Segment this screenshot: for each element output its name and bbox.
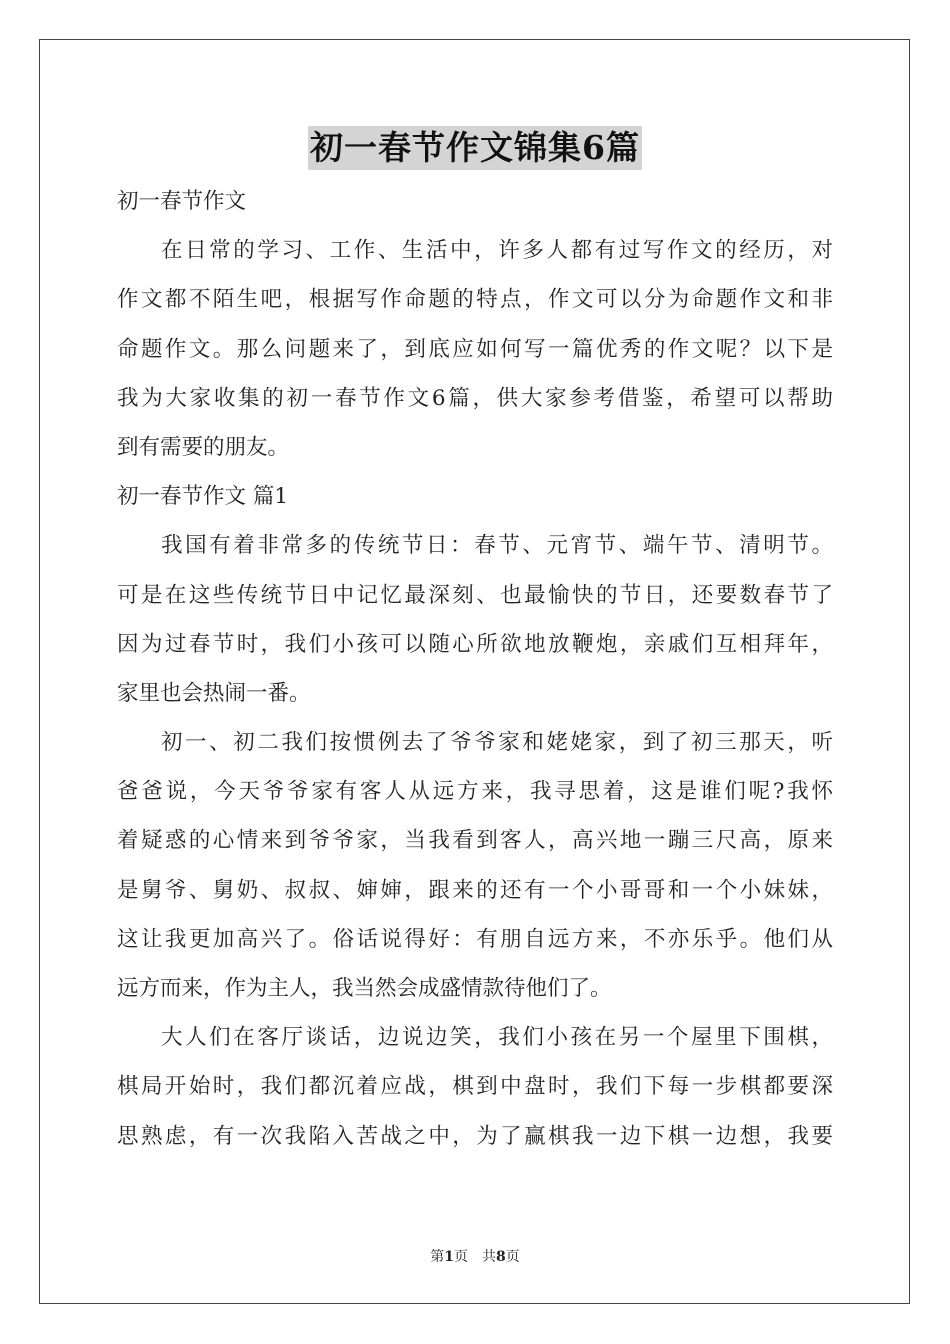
section-heading: 初一春节作文 [117, 189, 247, 214]
paragraph-line: 到有需要的朋友。 [117, 434, 290, 460]
title-container [0, 126, 950, 170]
paragraph-line: 爸爸说，今天爷爷家有客人从远方来，我寻思着，这是谁们呢?我怀 [117, 779, 833, 805]
total-suffix: 页 [505, 1249, 520, 1265]
paragraph-line: 这让我更加高兴了。俗话说得好：有朋自远方来，不亦乐乎。他们从 [117, 926, 833, 952]
total-prefix: 共 [482, 1249, 496, 1265]
section-heading: 初一春节作文 篇1 [117, 484, 289, 510]
paragraph-line: 是舅爷、舅奶、叔叔、婶婶，跟来的还有一个小哥哥和一个小妹妹， [117, 877, 833, 903]
paragraph-line: 可是在这些传统节日中记忆最深刻、也最愉快的节日，还要数春节了 [117, 582, 833, 608]
paragraph-line: 大人们在客厅谈话，边说边笑，我们小孩在另一个屋里下围棋， [161, 1025, 833, 1051]
paragraph-line: 命题作文。那么问题来了，到底应如何写一篇优秀的作文呢？以下是 [117, 336, 833, 362]
document-body [117, 177, 833, 1161]
paragraph-line: 思熟虑，有一次我陷入苦战之中，为了赢棋我一边下棋一边想，我要 [117, 1123, 833, 1149]
page-prefix: 第 [430, 1249, 445, 1265]
paragraph-line: 我国有着非常多的传统节日：春节、元宵节、端午节、清明节。 [161, 533, 833, 559]
paragraph-line: 初一、初二我们按惯例去了爷爷家和姥姥家，到了初三那天，听 [161, 730, 833, 756]
page-number: 1 [444, 1249, 454, 1265]
paragraph-line: 着疑惑的心情来到爷爷家，当我看到客人，高兴地一蹦三尺高，原来 [117, 828, 833, 854]
paragraph-line: 我为大家收集的初一春节作文6篇，供大家参考借鉴，希望可以帮助 [117, 385, 833, 411]
paragraph-line: 在日常的学习、工作、生活中，许多人都有过写作文的经历，对 [161, 238, 833, 264]
page-footer [0, 1246, 950, 1266]
total-pages: 8 [496, 1249, 506, 1265]
paragraph-line: 远方而来，作为主人，我当然会成盛情款待他们了。 [117, 976, 612, 1001]
paragraph-line: 家里也会热闹一番。 [117, 680, 311, 706]
paragraph-line: 因为过春节时，我们小孩可以随心所欲地放鞭炮，亲戚们互相拜年， [117, 631, 833, 657]
document-title: 初一春节作文锦集6篇 [308, 126, 642, 170]
paragraph-line: 棋局开始时，我们都沉着应战，棋到中盘时，我们下每一步棋都要深 [117, 1074, 833, 1100]
page-suffix: 页 [454, 1249, 468, 1265]
paragraph-line: 作文都不陌生吧，根据写作命题的特点，作文可以分为命题作文和非 [117, 287, 833, 313]
